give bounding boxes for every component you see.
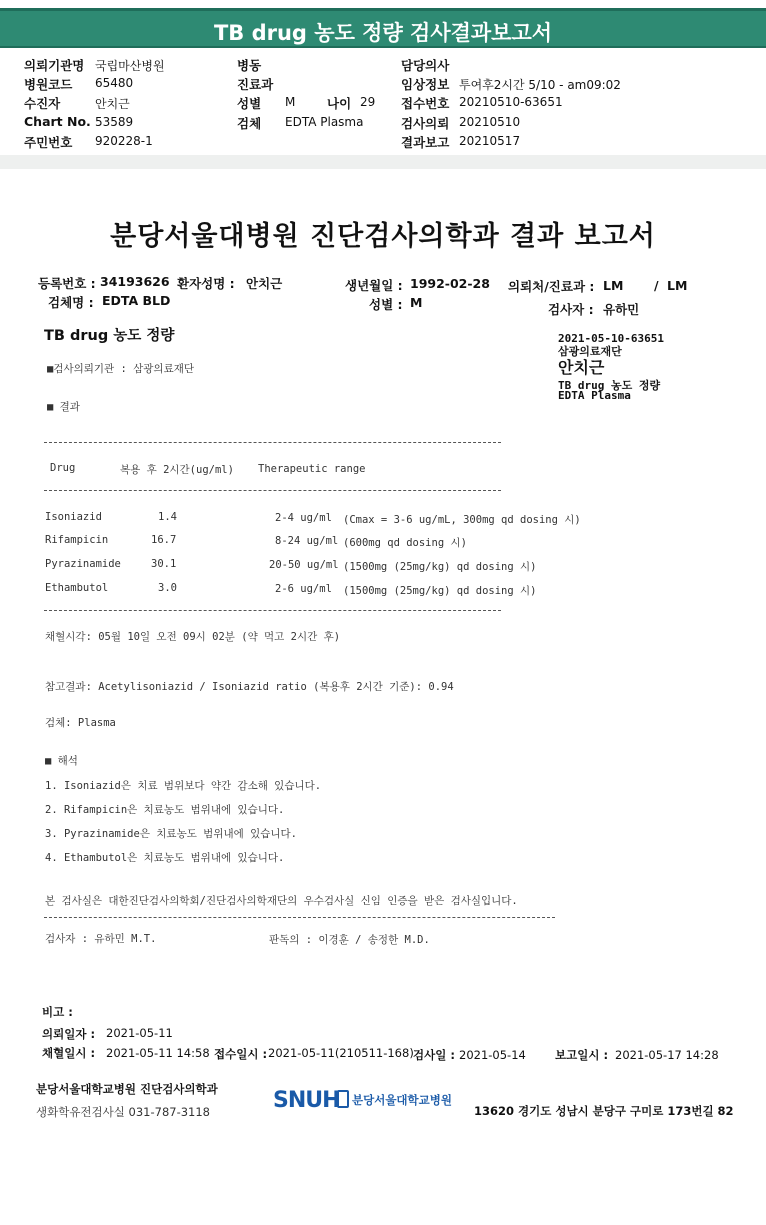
- tester: 유하민: [603, 302, 640, 317]
- receive-time-label: 접수일시 :: [214, 1047, 268, 1061]
- title-banner: [0, 8, 766, 48]
- draw-time: 2021-05-11 14:58: [106, 1046, 210, 1060]
- remarks-label: 비고 :: [42, 1005, 73, 1019]
- header-value: 투여후2시간 5/10 - am09:02: [459, 78, 621, 92]
- header-value: 20210510: [459, 115, 521, 129]
- specimen: EDTA BLD: [102, 293, 171, 308]
- logo-text: SNUH: [273, 1088, 340, 1113]
- drug-value: 3.0: [158, 582, 177, 594]
- drug-range: 2-4 ug/ml: [275, 512, 332, 524]
- specimen-label: 검체명 :: [48, 295, 94, 310]
- banner-title: TB drug 농도 정량 검사결과보고서: [213, 21, 553, 45]
- tester-line: 검사자 : 유하민 M.T.: [45, 933, 157, 945]
- col-concentration: 복용 후 2시간(ug/ml): [120, 464, 234, 476]
- header-label: 수진자: [24, 96, 61, 111]
- dob-label: 생년월일 :: [345, 278, 403, 293]
- drug-note: (Cmax = 3-6 ug/mL, 300mg qd dosing 시): [343, 514, 581, 526]
- drug-value: 30.1: [151, 558, 177, 570]
- header-value: 안치근: [95, 97, 130, 111]
- list-item: 4. Ethambutol은 치료농도 범위내에 있습니다.: [45, 852, 285, 864]
- reader-line: 판독의 : 이경훈 / 송정한 M.D.: [269, 934, 430, 946]
- patient-name: 안치근: [246, 276, 283, 291]
- header-value: 920228-1: [95, 134, 153, 148]
- test-date-label: 검사일 :: [413, 1048, 455, 1062]
- header-label: 검사의뢰: [401, 116, 450, 131]
- stamp-org: 삼광의료재단: [558, 345, 622, 358]
- receive-time: 2021-05-11(210511-168): [268, 1046, 414, 1060]
- header-value: M: [285, 95, 296, 109]
- specimen-line: 검체: Plasma: [45, 717, 116, 729]
- section-divider: [0, 155, 766, 169]
- header-label: 나이: [327, 96, 352, 111]
- drug-range: 8-24 ug/ml: [275, 535, 339, 547]
- test-name: TB drug 농도 정량: [44, 328, 175, 344]
- reg-no: 34193626: [100, 274, 170, 289]
- stamp-id: 2021-05-10-63651: [558, 332, 664, 345]
- header-label: 의뢰기관명: [24, 58, 85, 73]
- request-date-label: 의뢰일자 :: [42, 1027, 96, 1041]
- header-value: 53589: [95, 115, 134, 129]
- header-label: 임상정보: [401, 77, 450, 92]
- col-drug: Drug: [50, 462, 76, 474]
- header-label: 진료과: [237, 77, 274, 92]
- report-time-label: 보고일시 :: [555, 1048, 609, 1062]
- list-item: 3. Pyrazinamide은 치료농도 범위내에 있습니다.: [45, 828, 297, 840]
- test-date: 2021-05-14: [459, 1048, 526, 1062]
- dept: LM: [603, 278, 624, 293]
- header-value: 65480: [95, 76, 134, 90]
- drug-note: (1500mg (25mg/kg) qd dosing 시): [343, 561, 537, 573]
- logo-korean: 분당서울대학교병원: [352, 1093, 452, 1107]
- drug-name: Ethambutol: [45, 582, 109, 594]
- drug-value: 16.7: [151, 534, 177, 546]
- header-label: 검체: [237, 116, 262, 131]
- drug-note: (1500mg (25mg/kg) qd dosing 시): [343, 585, 537, 597]
- header-label: 병동: [237, 58, 262, 73]
- result-heading: ■ 결과: [47, 401, 80, 413]
- dept-label: 의뢰처/진료과 :: [508, 279, 595, 294]
- header-value: 국립마산병원: [95, 59, 165, 73]
- stamp-test: TB drug 농도 정량: [558, 379, 661, 392]
- header-label: 성별: [237, 96, 262, 111]
- report-time: 2021-05-17 14:28: [615, 1048, 719, 1062]
- table-divider: [44, 610, 501, 611]
- drug-note: (600mg qd dosing 시): [343, 537, 467, 549]
- patient-label: 환자성명 :: [177, 276, 235, 291]
- table-divider: [44, 490, 501, 491]
- hospital-logo-icon: [337, 1090, 349, 1108]
- address: 13620 경기도 성남시 분당구 구미로 173번길 82: [474, 1104, 734, 1118]
- draw-time-label: 채혈일시 :: [42, 1046, 96, 1060]
- header-value: 20210517: [459, 134, 521, 148]
- header-label: Chart No.: [24, 114, 91, 129]
- reg-no-label: 등록번호 :: [38, 276, 96, 291]
- lab-org: ■검사의뢰기관 : 삼광의료재단: [47, 363, 195, 375]
- request-date: 2021-05-11: [106, 1026, 173, 1040]
- header-value: 20210510-63651: [459, 95, 563, 109]
- dept-separator: /: [654, 278, 659, 293]
- dept: LM: [667, 278, 688, 293]
- section-divider-line: [44, 917, 555, 918]
- col-range: Therapeutic range: [258, 463, 366, 475]
- sex-label: 성별 :: [369, 297, 403, 312]
- department-name: 분당서울대학교병원 진단검사의학과: [36, 1082, 218, 1096]
- drug-value: 1.4: [158, 511, 177, 523]
- header-label: 담당의사: [401, 58, 450, 73]
- list-item: 1. Isoniazid은 치료 범위보다 약간 감소해 있습니다.: [45, 780, 322, 792]
- header-label: 접수번호: [401, 96, 450, 111]
- header-label: 결과보고: [401, 135, 450, 150]
- reference-result: 참고결과: Acetylisoniazid / Isoniazid ratio (복용후 2시간 기준): 0.94: [45, 681, 454, 693]
- stamp-name: 안치근: [558, 358, 605, 377]
- drug-name: Isoniazid: [45, 511, 102, 523]
- tester-label: 검사자 :: [548, 302, 594, 317]
- header-value: EDTA Plasma: [285, 115, 364, 129]
- sampling-time: 채혈시각: 05월 10일 오전 09시 02분 (약 먹고 2시간 후): [45, 631, 341, 643]
- list-item: 2. Rifampicin은 치료농도 범위내에 있습니다.: [45, 804, 285, 816]
- lab-phone: 생화학유전검사실 031-787-3118: [36, 1105, 210, 1119]
- header-value: 29: [360, 95, 376, 109]
- header-label: 주민번호: [24, 135, 73, 150]
- drug-range: 2-6 ug/ml: [275, 583, 332, 595]
- dob: 1992-02-28: [410, 276, 490, 291]
- header-label: 병원코드: [24, 77, 73, 92]
- sex: M: [410, 295, 423, 310]
- drug-name: Pyrazinamide: [45, 558, 121, 570]
- drug-range: 20-50 ug/ml: [269, 559, 339, 571]
- certification: 본 검사실은 대한진단검사의학회/진단검사의학재단의 우수검사실 신임 인증을 받은 검사실입니다.: [45, 895, 518, 907]
- report-title: 분당서울대병원 진단검사의학과 결과 보고서: [110, 221, 656, 252]
- stamp-specimen: EDTA Plasma: [558, 389, 631, 402]
- interpretation-heading: ■ 해석: [45, 755, 78, 767]
- drug-name: Rifampicin: [45, 534, 109, 546]
- table-divider: [44, 442, 501, 443]
